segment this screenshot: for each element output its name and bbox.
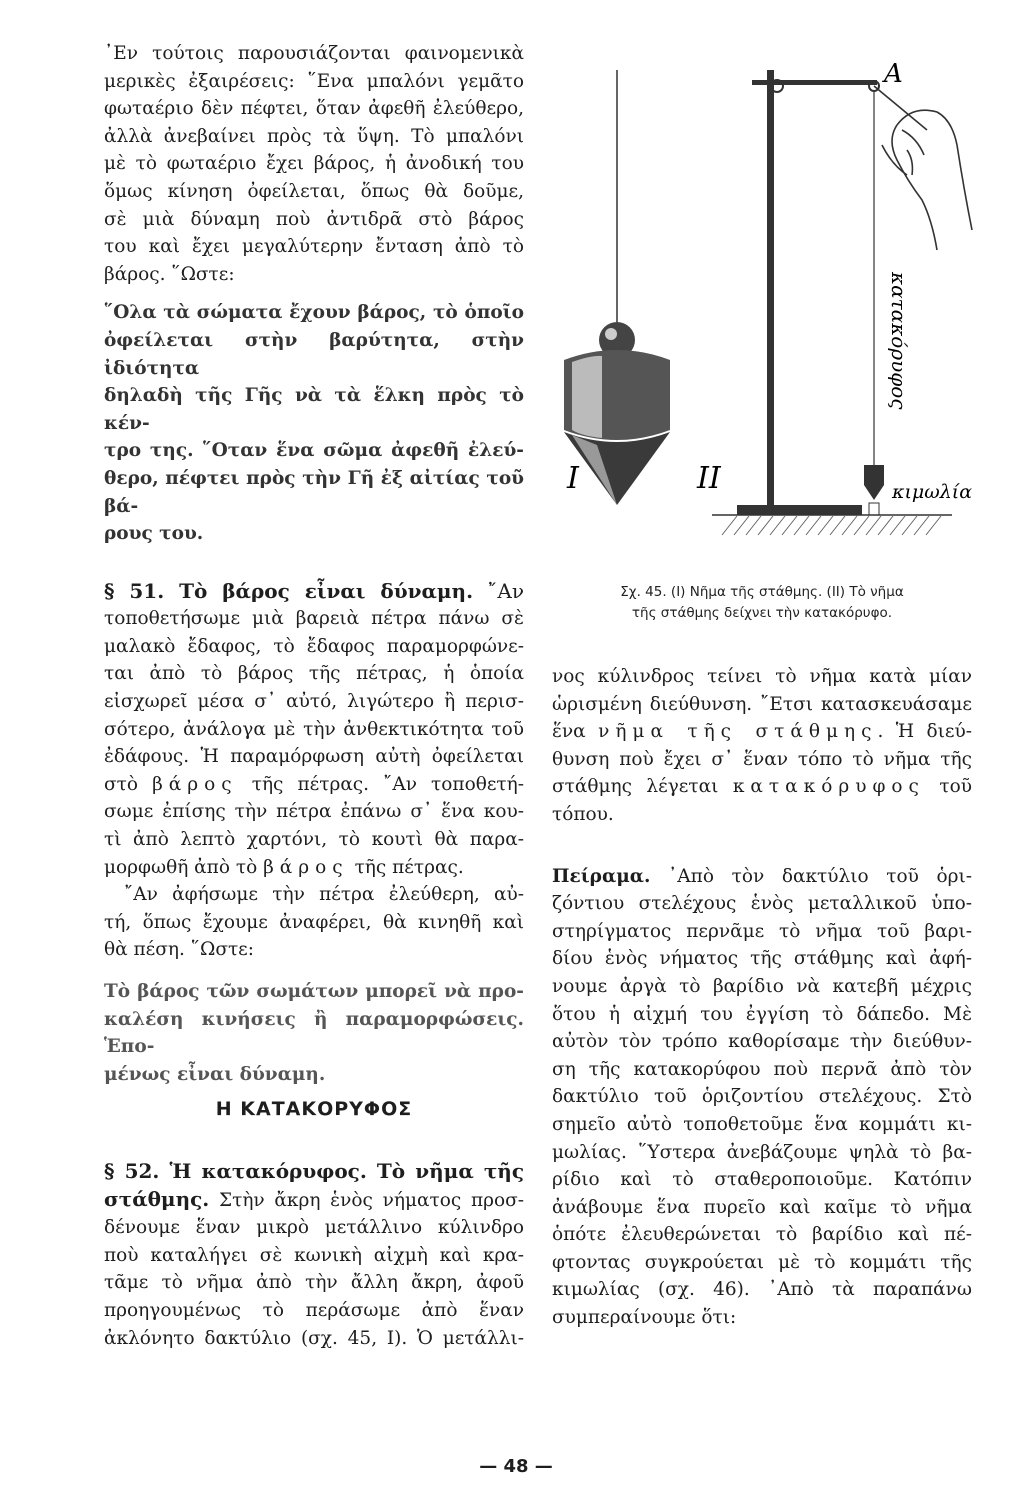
- text-line: ῎Αν ἀφήσωμε τὴν πέτρα ἐλεύθερη, αὐ-: [124, 884, 524, 906]
- text-line: δένουμε ἕναν μικρὸ μετάλλινο κύλινδρο: [104, 1217, 524, 1239]
- experiment-heading: Πείραμα.: [552, 865, 651, 887]
- text-line: του καὶ ἔχει μεγαλύτερην ἔνταση ἀπὸ τὸ: [104, 236, 524, 258]
- label-chalk: κιμωλία: [892, 481, 973, 503]
- text-line: καλέση κινήσεις ἢ παραμορφώσεις. Ἑπο-: [104, 1008, 524, 1058]
- section-52-heading-cont: στάθμης.: [104, 1186, 210, 1211]
- caption-line: Σχ. 45. (Ι) Νῆμα τῆς στάθμης. (ΙΙ) Τὸ νῆμα: [620, 584, 904, 600]
- text-line: σὲ μιὰ δύναμη ποὺ ἀντιδρᾶ στὸ βάρος: [104, 208, 524, 230]
- text-line: ρίδιο καὶ τὸ σταθεροποιοῦμε. Κατόπιν: [552, 1169, 972, 1191]
- text-line: δίου ἑνὸς νήματος τῆς στάθμης καὶ ἀφή-: [552, 948, 972, 970]
- spaced-term-baros: βάρος: [152, 773, 238, 795]
- text-line: νουμε ἀργὰ τὸ βαρίδιο νὰ κατεβῆ μέχρις: [552, 975, 972, 997]
- text-line: σημεῖο αὐτὸ τοποθετοῦμε ἕνα κομμάτι κι-: [552, 1113, 972, 1135]
- text-line: ἐδάφους. Ἡ παραμόρφωση αὐτὴ ὀφείλεται: [104, 746, 524, 768]
- text-line: ση τῆς κατακορύφου ποὺ περνᾶ ἀπὸ τὸν: [552, 1058, 972, 1080]
- text-line: τρο της. ῞Οταν ἕνα σῶμα ἀφεθῆ ἐλεύ-: [104, 440, 524, 462]
- text-line: μωλίας. ῞Υστερα ἀνεβάζουμε ψηλὰ τὸ βα-: [552, 1141, 972, 1163]
- text-line: μερικὲς ἐξαιρέσεις: ῞Ενα μπαλόνι γεμᾶτο: [104, 70, 524, 92]
- text-fragment: . Ἡ διεύ-: [877, 721, 972, 743]
- text-line: ἀλλὰ ἀνεβαίνει πρὸς τὰ ὕψη. Τὸ μπαλόνι: [104, 125, 524, 147]
- text-line: κιμωλίας (σχ. 46). ᾿Απὸ τὰ παραπάνω: [552, 1279, 972, 1301]
- text-line: θυνση ποὺ ἔχει σ᾿ ἕναν τόπο τὸ νῆμα τῆς: [552, 748, 972, 770]
- text-line: μένως εἶναι δύναμη.: [104, 1063, 326, 1085]
- text-fragment: μορφωθῆ ἀπὸ τὸ: [104, 856, 264, 878]
- text-line: μαλακὸ ἔδαφος, τὸ ἔδαφος παραμορφώνε-: [104, 635, 524, 657]
- text-line: εἰσχωρεῖ μέσα σ᾿ αὐτό, λιγώτερο ἢ περισ-: [104, 691, 524, 713]
- text-line: ὡρισμένη διεύθυνση. ῎Ετσι κατασκευάσαμε: [552, 693, 972, 715]
- text-line: θερο, πέφτει πρὸς τὴν Γῆ ἐξ αἰτίας τοῦ βά-: [104, 467, 524, 517]
- label-vertical: κατακόρυφος: [887, 272, 911, 410]
- stand-drawing: [712, 70, 952, 535]
- text-line: σότερο, ἀνάλογα μὲ τὴν ἀνθεκτικότητα τοῦ: [104, 718, 524, 740]
- text-line: θὰ πέση. ῞Ωστε:: [104, 939, 254, 961]
- text-line: βάρος. ῞Ωστε:: [104, 263, 235, 285]
- text-line: [104, 771, 524, 799]
- text-line: προηγουμένως τὸ περάσωμε ἀπὸ ἕναν: [104, 1299, 524, 1321]
- text-line: φτοντας συγκρούεται μὲ τὸ κομμάτι τῆς: [552, 1251, 972, 1273]
- text-line: τοποθετήσωμε μιὰ βαρειὰ πέτρα πάνω σὲ: [104, 608, 524, 630]
- text-line: [104, 854, 524, 882]
- label-point-a: A: [884, 59, 903, 89]
- hand-drawing: [874, 86, 972, 250]
- text-line: τή, ὅπως ἔχουμε ἀναφέρει, θὰ κινηθῆ καὶ: [104, 911, 524, 933]
- caption-line: τῆς στάθμης δείχνει τὴν κατακόρυφο.: [631, 605, 893, 621]
- text-line: στηρίγματος περνᾶμε τὸ νῆμα τοῦ βαρι-: [552, 920, 972, 942]
- text-line: συμπεραίνουμε ὅτι:: [552, 1307, 737, 1329]
- text-fragment: τῆς πέτρας. ῎Αν τοποθετή-: [237, 773, 525, 795]
- text-line: τόπου.: [552, 803, 614, 825]
- text-line: δακτύλιο τοῦ ὁριζοντίου στελέχους. Στὸ: [552, 1086, 972, 1108]
- text-fragment: στὸ: [104, 773, 153, 795]
- spaced-term-vertical: κατακόρυφος: [732, 776, 925, 798]
- text-line: ὁπότε ἐλευθερώνεται τὸ βαρίδιο καὶ πέ-: [552, 1224, 972, 1246]
- right-column: [552, 663, 972, 1332]
- figure-45-plumb-line: [552, 50, 992, 550]
- section-52-heading: § 52. Ἡ κατακόρυφος. Τὸ νῆμα τῆς: [104, 1159, 524, 1183]
- spaced-term-baros: βάρος: [263, 856, 349, 878]
- text-line: ται ἀπὸ τὸ βάρος τῆς πέτρας, ἡ ὁποία: [104, 663, 524, 685]
- section-heading-vertical: Η ΚΑΤΑΚΟΡΥΦΟΣ: [215, 1098, 413, 1120]
- text-fragment: ῎Αν: [473, 578, 524, 603]
- text-line: μὲ τὸ φωταέριο ἔχει βάρος, ἡ ἀνοδική του: [104, 153, 524, 175]
- text-line: ἀκλόνητο δακτύλιο (σχ. 45, Ι). Ὁ μετάλλι-: [104, 1327, 524, 1349]
- text-line: ᾿Εν τούτοις παρουσιάζονται φαινομενικὰ: [104, 43, 524, 64]
- section-51-heading: § 51. Τὸ βάρος εἶναι δύναμη.: [104, 578, 474, 603]
- text-line: ἀνάβουμε ἕνα πυρεῖο καὶ καῖμε τὸ νῆμα: [552, 1196, 972, 1218]
- figure-45-caption: [552, 582, 972, 624]
- left-column: [104, 40, 524, 1088]
- text-fragment: Στὴν ἄκρη ἑνὸς νήματος προσ-: [209, 1189, 524, 1211]
- text-line: ρους του.: [104, 523, 204, 545]
- text-line: ὅτου ἡ αἰχμή του ἐγγίση τὸ δάπεδο. Μὲ: [552, 1003, 972, 1025]
- text-line: ποὺ καταλήγει σὲ κωνικὴ αἰχμὴ καὶ κρα-: [104, 1244, 524, 1266]
- text-line: ὀφείλεται στὴν βαρύτητα, στὴν ἰδιότητα: [104, 329, 524, 379]
- spaced-term-plumb-line: νῆμα τῆς στάθμης: [598, 721, 878, 743]
- label-roman-i: I: [567, 461, 579, 496]
- text-fragment: ᾿Απὸ τὸν δακτύλιο τοῦ ὁρι-: [650, 865, 972, 887]
- label-roman-ii: II: [697, 461, 721, 496]
- text-line: φωταέριο δὲν πέφτει, ὅταν ἀφεθῆ ἐλεύθερο,: [104, 98, 524, 120]
- text-line: [552, 773, 972, 801]
- text-line: ῞Ολα τὰ σώματα ἔχουν βάρος, τὸ ὁποῖο: [104, 302, 524, 324]
- text-line: τὶ ἀπὸ λεπτὸ χαρτόνι, τὸ κουτὶ θὰ παρα-: [104, 829, 524, 851]
- section-52-heading-line: [104, 1158, 524, 1186]
- text-fragment: ἕνα: [552, 721, 599, 743]
- text-fragment: τοῦ: [924, 776, 972, 798]
- text-line: αὐτὸν τὸν τρόπο καθορίσαμε τὴν διεύθυν-: [552, 1031, 972, 1053]
- text-line: τᾶμε τὸ νῆμα ἀπὸ τὴν ἄλλη ἄκρη, ἀφοῦ: [104, 1272, 524, 1294]
- plumb-bob-drawing: [564, 70, 670, 505]
- figure-svg: [552, 50, 992, 550]
- text-line: [552, 863, 972, 891]
- section-52-block: [104, 1158, 524, 1352]
- text-fragment: τῆς πέτρας.: [348, 856, 464, 878]
- section-51-first-line: [104, 578, 524, 606]
- text-line: σωμε ἐπίσης τὴν πέτρα ἐπάνω σ᾿ ἕνα κου-: [104, 801, 524, 823]
- text-line: Τὸ βάρος τῶν σωμάτων μπορεῖ νὰ προ-: [104, 981, 524, 1002]
- rule-statement-gravity: [104, 299, 524, 547]
- rule-statement-force: [104, 978, 524, 1088]
- text-line: δηλαδὴ τῆς Γῆς νὰ τὰ ἕλκη πρὸς τὸ κέν-: [104, 385, 524, 434]
- text-line: ὅμως κίνηση ὀφείλεται, ὅπως θὰ δοῦμε,: [104, 180, 524, 202]
- text-line: [552, 718, 972, 746]
- text-line: [104, 1186, 524, 1215]
- text-line: νος κύλινδρος τείνει τὸ νῆμα κατὰ μίαν: [552, 666, 972, 687]
- page-number: — 48 —: [479, 1456, 553, 1477]
- text-line: ζόντιου στελέχους ἑνὸς μεταλλικοῦ ὑπο-: [552, 893, 972, 915]
- text-fragment: στάθμης λέγεται: [552, 776, 733, 798]
